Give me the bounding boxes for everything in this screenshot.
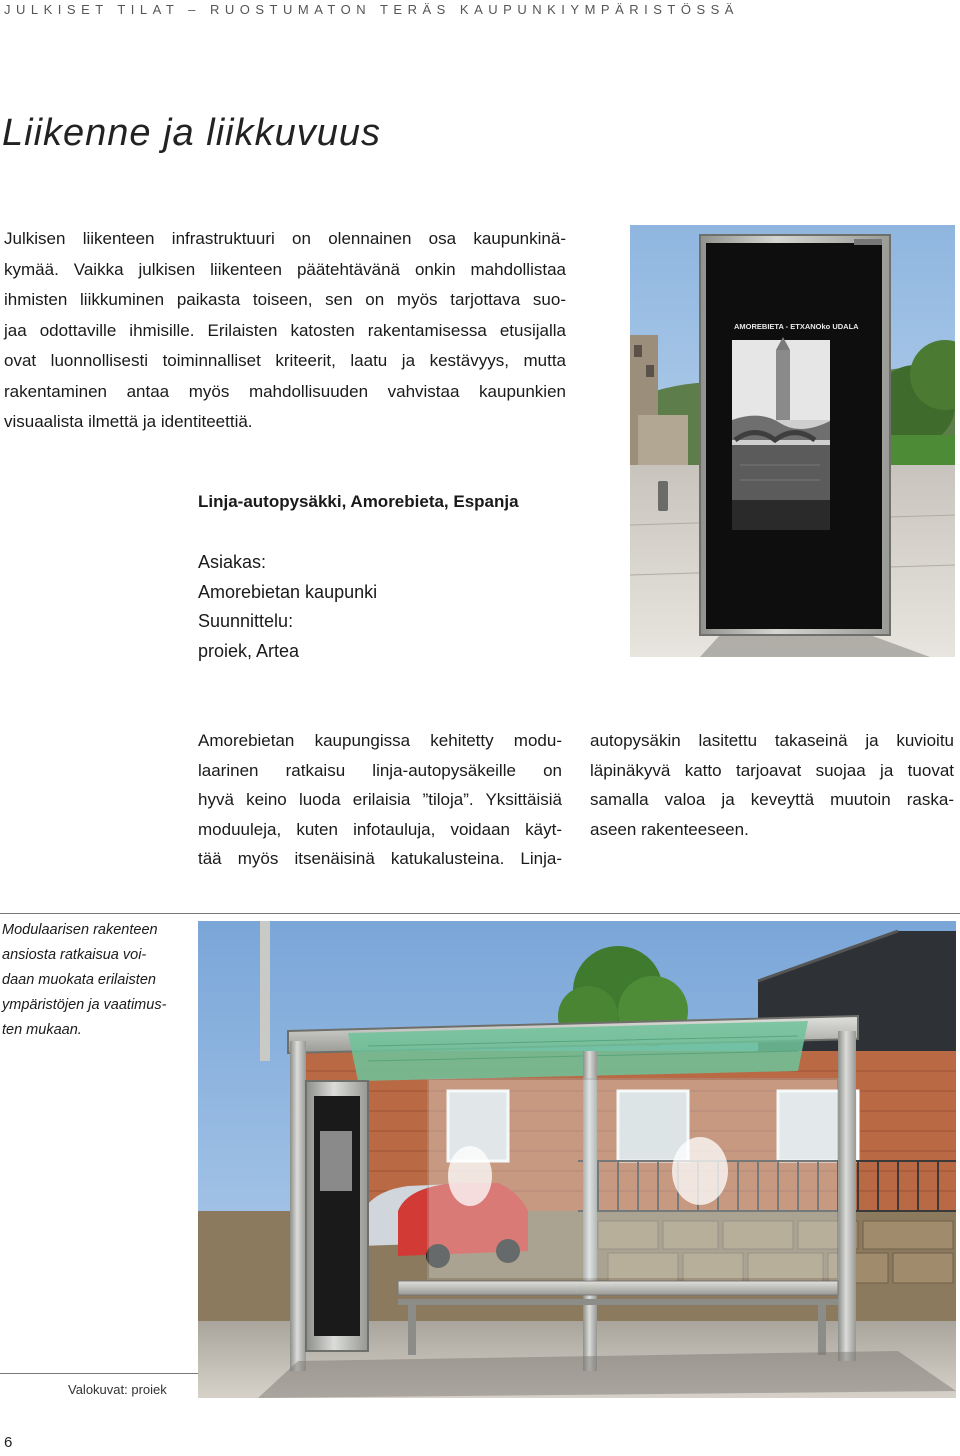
bus-shelter-photo (198, 921, 956, 1398)
intro-line: ihmisten liikkuminen paikasta toiseen, sen on myös tarjottava suo- (4, 290, 566, 309)
body-line: hyvä keino luoda erilaisia ”tiloja”. Yksittäisiä (198, 790, 562, 809)
side-note-line: ympäristöjen ja vaatimus- (2, 997, 167, 1013)
section-divider (0, 913, 960, 914)
photo-credit: Valokuvat: proiek (68, 1382, 167, 1397)
page-title: Liikenne ja liikkuvuus (2, 112, 381, 154)
intro-paragraph (4, 224, 566, 438)
display-sign-text: AMOREBIETA - ETXANOko UDALA (734, 322, 859, 331)
side-note-line: ten mukaan. (2, 1022, 82, 1038)
side-note-line: Modulaarisen rakenteen (2, 922, 158, 938)
intro-line: kymää. Vaikka julkisen liikenteen päätehtävänä onkin mahdollistaa (4, 259, 566, 279)
body-line: autopysäkin lasitettu takaseinä ja kuvioitu (590, 731, 954, 750)
design-label: Suunnittelu: (198, 611, 294, 631)
intro-line: ovat luonnollisesti toiminnalliset kriteerit, laatu ja kestävyys, mutta (4, 351, 566, 370)
intro-line: rakentaminen antaa myös mahdollisuuden vahvistaa kaupunkien (4, 381, 566, 401)
body-column-1 (198, 726, 562, 874)
project-caption: Linja-autopysäkki, Amorebieta, Espanja (198, 492, 519, 511)
client-value: Amorebietan kaupunki (198, 581, 378, 602)
side-note-line: daan muokata erilaisten (2, 972, 156, 988)
body-line: samalla valoa ja keveyttä muutoin raska- (590, 790, 954, 809)
design-value: proiek, Artea (198, 640, 300, 661)
intro-line: jaa odottaville ihmisille. Erilaisten katosten rakentamisessa etusijalla (4, 320, 566, 340)
page-number: 6 (4, 1434, 13, 1451)
body-column-2 (590, 726, 954, 844)
client-label: Asiakas: (198, 552, 267, 572)
body-line: aseen rakenteeseen. (590, 819, 749, 839)
intro-line: Julkisen liikenteen infrastruktuuri on olennainen osa kaupunkinä- (4, 229, 566, 248)
body-line: läpinäkyvä katto tarjoavat suojaa ja tuovat (590, 760, 954, 780)
side-note (2, 918, 166, 1043)
intro-line: visuaalista ilmettä ja identiteettiä. (4, 412, 253, 431)
project-meta (198, 548, 377, 666)
info-display-photo (630, 225, 955, 657)
body-line: moduuleja, kuten infotauluja, voidaan käyt- (198, 819, 562, 839)
side-note-line: ansiosta ratkaisua voi- (2, 947, 147, 963)
body-line: Amorebietan kaupungissa kehitetty modu- (198, 731, 562, 750)
running-header: JULKISET TILAT – RUOSTUMATON TERÄS KAUPUNKIYMPÄRISTÖSSÄ (4, 2, 739, 17)
body-line: laarinen ratkaisu linja-autopysäkeille on (198, 760, 562, 780)
body-line: tää myös itsenäisinä katukalusteina. Linja- (198, 849, 562, 868)
